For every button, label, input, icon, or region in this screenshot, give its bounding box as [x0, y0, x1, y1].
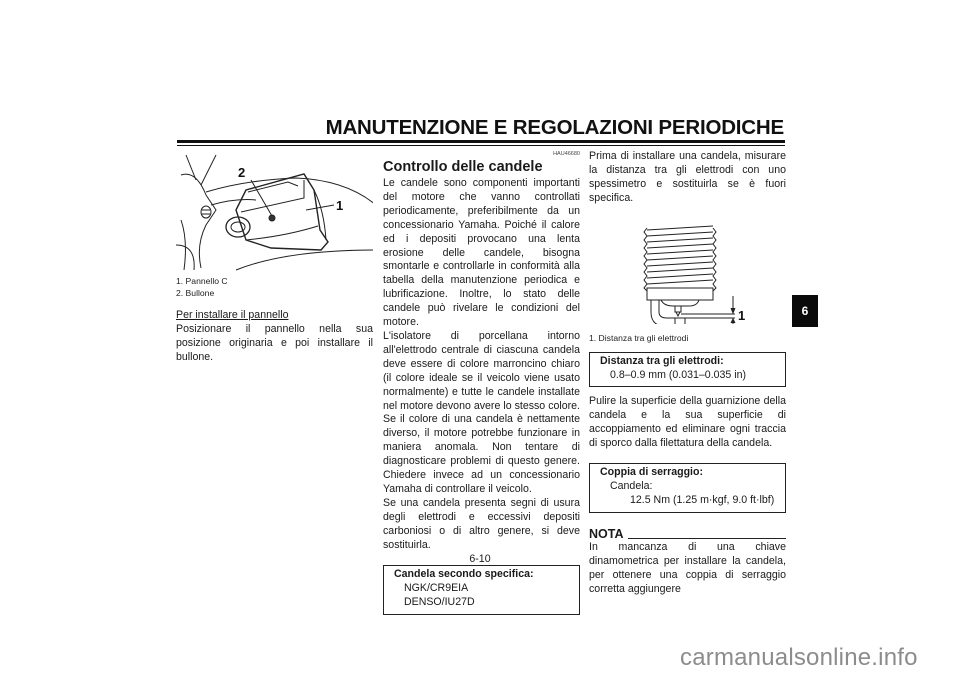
nota-label: NOTA	[589, 526, 624, 541]
callout-gap: 1	[738, 307, 746, 323]
callout-2: 2	[238, 165, 246, 180]
install-panel-text: Posizionare il pannello nella sua posizione originaria e poi installare il bullone.	[176, 322, 373, 363]
spec-box-title: Candela secondo specifica:	[394, 568, 534, 581]
gap-box-title: Distanza tra gli elettrodi:	[600, 354, 724, 367]
callout-1: 1	[336, 198, 344, 213]
torque-box-item: Candela:	[610, 479, 653, 492]
site-watermark: carmanualsonline.info	[680, 644, 918, 671]
cleaning-text: Pulire la superficie della guarnizione della candela e la sua superficie di accoppiamento ed eliminare ogni traccia di sporco dalla filettatura della candela.	[589, 395, 786, 450]
header-rule-thick	[177, 140, 785, 143]
panel-illustration-icon	[176, 150, 373, 275]
nota-text: In mancanza di una chiave dinamometrica per installare la candela, per ottenere una coppia di serraggio corretta aggiungere	[589, 540, 786, 595]
spec-denso: DENSO/IU27D	[404, 596, 475, 609]
torque-box-title: Coppia di serraggio:	[600, 466, 704, 479]
chapter-tab[interactable]: 6	[792, 295, 818, 327]
paragraph-2: L'isolatore di porcellana intorno all'elettrodo centrale di ciascuna candela deve essere di colore marroncino chiaro (il colore ideale se il veicolo viene usato normalmente) e tutte le candele installate nel motore devono avere lo stesso colore. Se il colore di una candela è nettamente diverso, il motore potrebbe funzionare in maniera anomala. Non tentare di diagnosticare problemi di questo genere. Chiedere invece ad un concessionario Yamaha di controllare il veicolo.	[383, 329, 580, 495]
paragraph-3: Se una candela presenta segni di usura degli elettrodi e eccessivi depositi carboniosi o di altro genere, si deve sostituirla.	[383, 496, 580, 551]
right-column	[589, 150, 786, 596]
electrode-gap-spec-box	[589, 352, 786, 388]
intro-text: Prima di installare una candela, misurare la distanza tra gli elettrodi con uno spessimetro e sostituirla se è fuori specifica.	[589, 150, 786, 204]
page-number: 6-10	[469, 553, 491, 565]
subheading-install-panel: Per installare il pannello	[176, 309, 289, 321]
spec-ngk: NGK/CR9EIA	[404, 582, 469, 595]
torque-spec-box	[589, 463, 786, 513]
spark-plug-figure	[589, 206, 786, 324]
figure-caption-2: 2. Bullone	[176, 288, 215, 298]
header-rule-thin	[177, 145, 785, 146]
left-column	[176, 150, 373, 365]
torque-box-value: 12.5 Nm (1.25 m·kgf, 9.0 ft·lbf)	[630, 493, 775, 506]
spark-plug-spec-box	[383, 565, 580, 615]
spark-plug-gap-illustration-icon	[589, 206, 786, 324]
panel-figure	[176, 150, 373, 275]
middle-column	[383, 150, 580, 615]
section-title: Controllo delle candele	[383, 159, 543, 175]
paragraph-1: Le candele sono componenti importanti del motore che vanno controllati periodicamente, preferibilmente da un concessionario Yamaha. Poiché il calore ed i depositi provocano una lenta erosione delle candele, bisogna smontarle e controllarle in conformità alla tabella della manutenzione periodica e lubrificazione. Inoltre, lo stato delle candele può rivelare le condizioni del motore.	[383, 177, 580, 329]
nota-heading	[589, 527, 786, 541]
gap-figure-caption: 1. Distanza tra gli elettrodi	[589, 332, 689, 343]
nota-rule	[628, 538, 787, 539]
section-code: HAU46680	[553, 151, 580, 157]
gap-box-value: 0.8–0.9 mm (0.031–0.035 in)	[610, 368, 747, 381]
page-header-title: MANUTENZIONE E REGOLAZIONI PERIODICHE	[325, 116, 784, 139]
figure-caption-1: 1. Pannello C	[176, 276, 228, 286]
